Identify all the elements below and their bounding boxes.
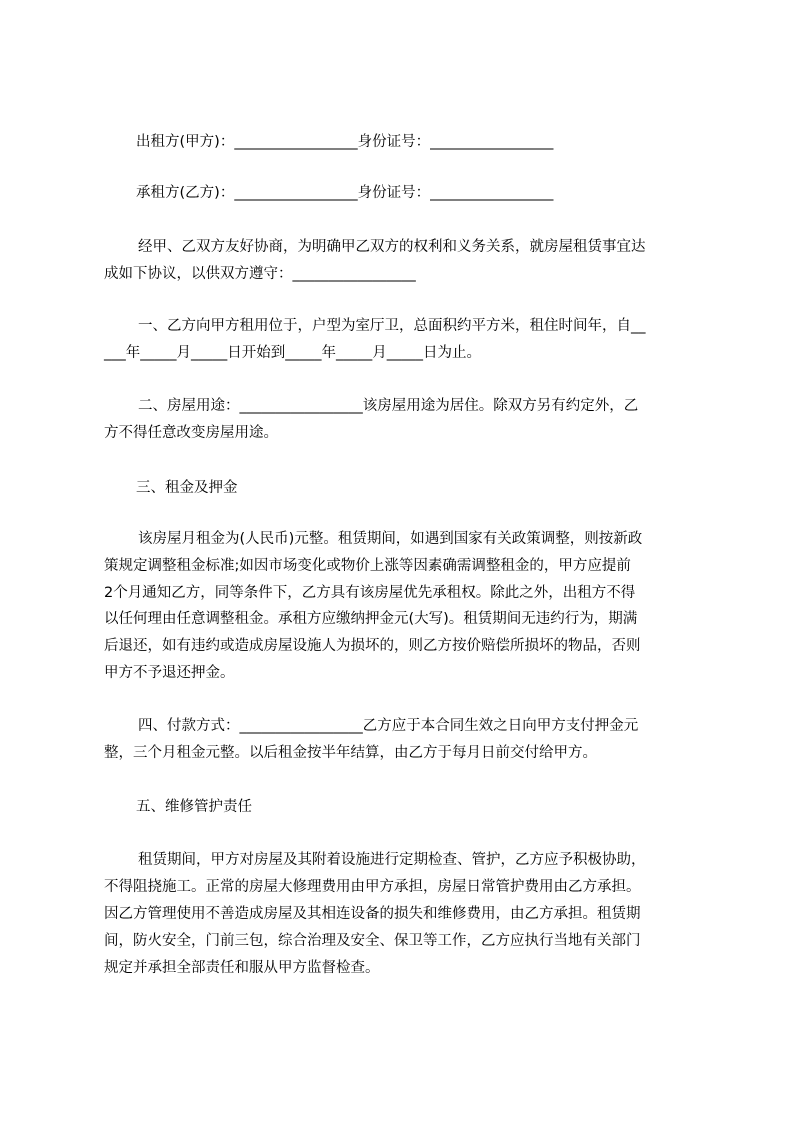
lessee-id-blank: _________________ (430, 185, 554, 201)
clause4-line-1: 四、付款方式：_________________乙方应于本合同生效之日向甲方支付押金元 (138, 718, 639, 734)
clause4-line-2: 整，三个月租金元整。以后租金按半年结算，由乙方于每月日前交付给甲方。 (104, 745, 597, 761)
lessee-line (136, 183, 553, 203)
lessor-label: 出租方(甲方)： (136, 134, 235, 150)
clause3-line-4: 以任何理由任意调整租金。承租方应缴纳押金元(大写)。租赁期间无违约行为，期满 (104, 611, 638, 627)
clause5-line-1: 租赁期间，甲方对房屋及其附着设施进行定期检查、管护，乙方应予积极协助， (138, 852, 646, 868)
lessor-blank: _________________ (234, 134, 358, 150)
clause3-line-1: 该房屋月租金为(人民币)元整。租赁期间，如遇到国家有关政策调整，则按新政 (138, 531, 643, 547)
clause3-line-5: 后退还，如有违约或造成房屋设施人为损坏的，则乙方按价赔偿所损坏的物品，否则 (104, 638, 641, 654)
clause5-line-3: 因乙方管理使用不善造成房屋及其相连设备的损失和维修费用，由乙方承担。租赁期 (104, 906, 641, 922)
lessor-line (136, 132, 553, 152)
clause5-line-4: 间，防火安全，门前三包，综合治理及安全、保卫等工作，乙方应执行当地有关部门 (104, 933, 641, 949)
clause3-line-6: 甲方不予退还押金。 (104, 665, 235, 681)
lessee-blank: _________________ (234, 185, 358, 201)
intro-line-2: 成如下协议，以供双方遵守：_________________ (104, 266, 416, 282)
clause1-line-1: 一、乙方向甲方租用位于，户型为室厅卫，总面积约平方米，租住时间年，自__ (138, 318, 646, 334)
clause1-line-2: ___年_____月_____日开始到_____年_____月_____日为止。 (104, 345, 481, 361)
clause5-line-5: 规定并承担全部责任和服从甲方监督检查。 (104, 960, 380, 976)
clause2-line-2: 方不得任意改变房屋用途。 (104, 425, 278, 441)
lessee-id-label: 身份证号： (357, 185, 431, 201)
clause2-line-1: 二、房屋用途：_________________该房屋用途为居住。除双方另有约定外，乙 (138, 398, 639, 414)
lessor-id-label: 身份证号： (357, 134, 431, 150)
clause3-line-2: 策规定调整租金标准;如因市场变化或物价上涨等因素确需调整租金的，甲方应提前 (104, 558, 631, 574)
lessor-id-blank: _________________ (430, 134, 554, 150)
clause5-heading: 五、维修管护责任 (136, 799, 252, 815)
clause3-line-3: 2个月通知乙方，同等条件下，乙方具有该房屋优先承租权。除此之外，出租方不得 (104, 585, 636, 601)
intro-line-1: 经甲、乙双方友好协商，为明确甲乙双方的权利和义务关系，就房屋租赁事宜达 (138, 239, 646, 255)
clause3-heading: 三、租金及押金 (136, 480, 238, 496)
clause5-line-2: 不得阻挠施工。正常的房屋大修理费用由甲方承担，房屋日常管护费用由乙方承担。 (104, 879, 641, 895)
lessee-label: 承租方(乙方)： (136, 185, 235, 201)
